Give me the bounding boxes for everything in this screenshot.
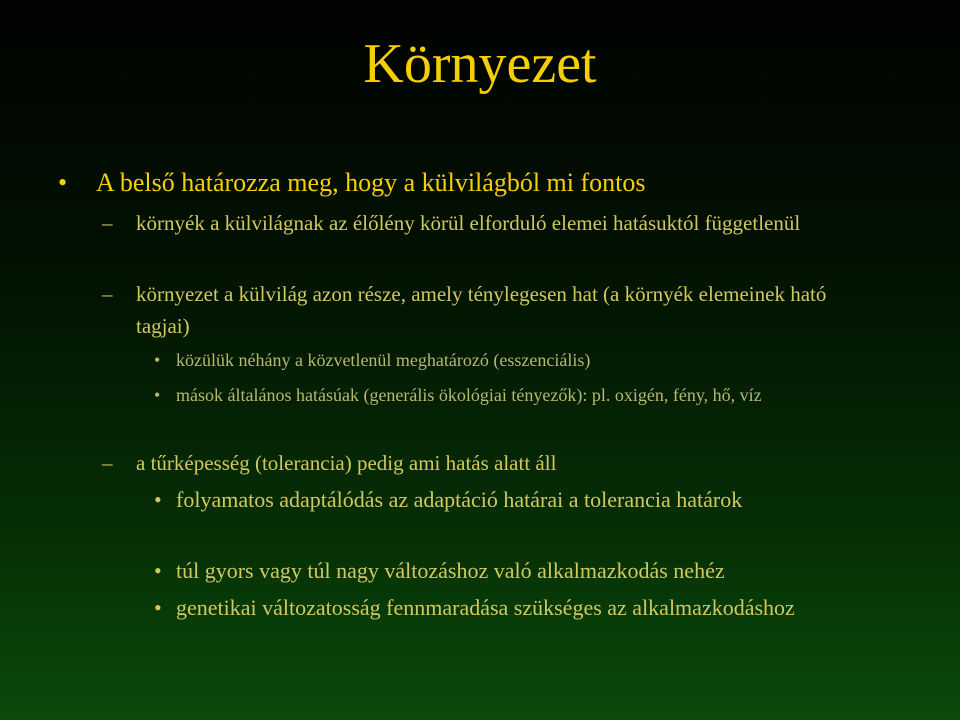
sub-bullet-item <box>154 484 876 516</box>
dash-text: környék a külvilágnak az élőlény körül elforduló elemei hatásuktól függetlenül <box>136 211 801 235</box>
sub-bullet-item <box>154 555 876 587</box>
sub-bullet-item <box>154 345 876 375</box>
sub-bullet-text: folyamatos adaptálódás az adaptáció határai a tolerancia határok <box>176 487 743 512</box>
bullet-text: A belső határozza meg, hogy a külvilágból mi fontos <box>96 168 646 197</box>
sub-bullet-marker: • <box>154 595 162 620</box>
dash-text: környezet a külvilág azon része, amely ténylegesen hat (a környék elemeinek ható tagjai) <box>136 282 827 338</box>
dash-item <box>102 278 876 342</box>
sub-bullet-marker: • <box>154 487 162 512</box>
slide-title: Környezet <box>363 33 597 95</box>
dash-text: a tűrképesség (tolerancia) pedig ami hatás alatt áll <box>136 451 557 475</box>
dash-marker: – <box>102 451 113 475</box>
dash-marker: – <box>102 282 113 306</box>
sub-bullet-marker: • <box>154 385 161 405</box>
dash-item <box>102 207 876 239</box>
sub-bullet-text: mások általános hatásúak (generális ökológiai tényezők): pl. oxigén, fény, hő, víz <box>176 385 762 405</box>
sub-bullet-marker: • <box>154 558 162 583</box>
dash-item <box>102 447 876 479</box>
sub-bullet-text: közülük néhány a közvetlenül meghatározó (esszenciális) <box>176 350 591 370</box>
bullet-item <box>58 166 916 200</box>
sub-bullet-text: genetikai változatosság fennmaradása szükséges az alkalmazkodáshoz <box>176 595 795 620</box>
sub-bullet-item <box>154 380 876 410</box>
sub-bullet-text: túl gyors vagy túl nagy változáshoz való alkalmazkodás nehéz <box>176 558 725 583</box>
sub-bullet-item <box>154 592 876 624</box>
dash-marker: – <box>102 211 113 235</box>
bullet-marker: • <box>58 168 68 197</box>
sub-bullet-marker: • <box>154 350 161 370</box>
